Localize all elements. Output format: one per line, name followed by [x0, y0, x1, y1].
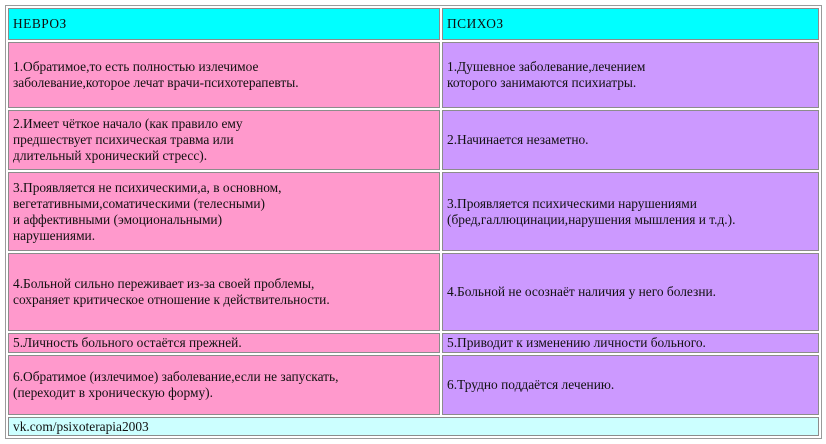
psychosis-text: 5.Приводит к изменению личности больного.: [447, 335, 706, 350]
neurosis-psychosis-comparison-table: [5, 5, 822, 439]
psychosis-cell: [442, 42, 819, 108]
neurosis-cell: [8, 333, 440, 353]
table-row: [8, 333, 819, 353]
psychosis-cell: [442, 333, 819, 353]
table-row: [8, 42, 819, 108]
table-row: [8, 110, 819, 170]
neurosis-text: 5.Личность больного остаётся прежней.: [13, 335, 242, 350]
neurosis-text: 1.Обратимое,то есть полностью излечимое заболевание,которое лечат врачи-психотерапевты.: [13, 59, 299, 90]
psychosis-text: 6.Трудно поддаётся лечению.: [447, 377, 615, 392]
psychosis-text: 2.Начинается незаметно.: [447, 132, 589, 147]
neurosis-text: 6.Обратимое (излечимое) заболевание,если не запускать, (переходит в хроническую форму).: [13, 369, 339, 400]
neurosis-text: 3.Проявляется не психическими,а, в основном, вегетативными,соматическими (телесными) и аффективными (эмоциональными) нарушениями.: [13, 179, 282, 243]
neurosis-text: 2.Имеет чёткое начало (как правило ему предшествует психическая травма или длительный хронический стресс).: [13, 116, 243, 163]
neurosis-cell: [8, 42, 440, 108]
header-row: [8, 8, 819, 40]
psychosis-cell: [442, 355, 819, 415]
neurosis-cell: [8, 253, 440, 331]
source-credit: vk.com/psixoterapia2003: [8, 417, 819, 436]
psychosis-text: 3.Проявляется психическими нарушениями (бред,галлюцинации,нарушения мышления и т.д.).: [447, 195, 736, 227]
comparison-table-wrapper: [5, 5, 820, 439]
footer-row: [8, 417, 819, 436]
table-row: [8, 253, 819, 331]
neurosis-cell: [8, 172, 440, 251]
psychosis-text: 1.Душевное заболевание,лечением которого занимаются психиатры.: [447, 59, 646, 90]
header-psychosis: ПСИХОЗ: [442, 8, 819, 40]
psychosis-text: 4.Больной не осознаёт наличия у него болезни.: [447, 284, 717, 299]
psychosis-cell: [442, 253, 819, 331]
neurosis-cell: [8, 355, 440, 415]
table-row: [8, 355, 819, 415]
psychosis-cell: [442, 172, 819, 251]
header-neurosis: НЕВРОЗ: [8, 8, 440, 40]
neurosis-cell: [8, 110, 440, 170]
table-row: [8, 172, 819, 251]
psychosis-cell: [442, 110, 819, 170]
neurosis-text: 4.Больной сильно переживает из-за своей проблемы, сохраняет критическое отношение к действительности.: [13, 276, 330, 307]
